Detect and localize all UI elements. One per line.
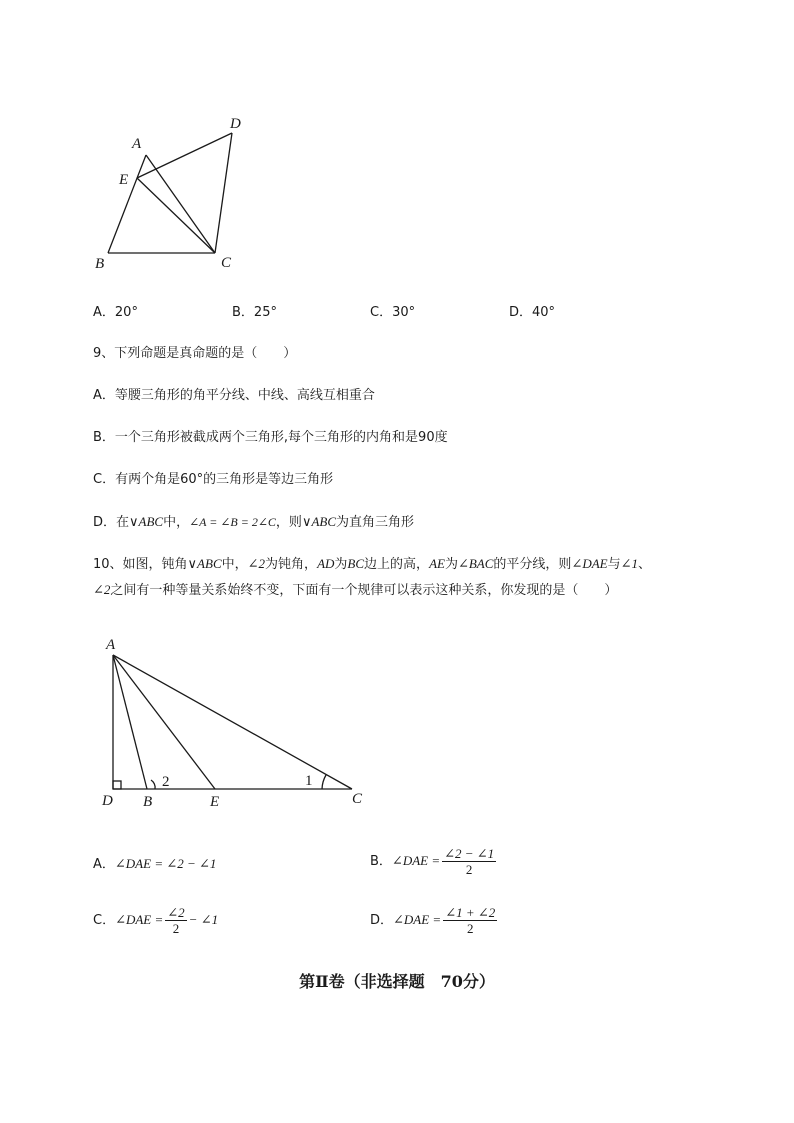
angle-2-symbol: ∠2 bbox=[93, 582, 111, 597]
segment-ec bbox=[137, 178, 215, 253]
segment-ae-symbol: AE bbox=[429, 556, 445, 571]
fraction-numerator: ∠2 − ∠1 bbox=[444, 846, 495, 861]
stem-text: 10、如图，钝角 bbox=[93, 557, 188, 572]
label-a: A bbox=[132, 136, 142, 152]
label-b: B bbox=[143, 794, 153, 810]
fraction-denominator: 2 bbox=[466, 921, 474, 936]
segment-bc-symbol: BC bbox=[347, 556, 365, 571]
q8-option-d[interactable] bbox=[509, 304, 555, 322]
stem-text: 之间有一种等量关系始终不变，下面有一个规律可以表示这种关系，你发现的是（ ） bbox=[110, 583, 618, 598]
q9-option-a[interactable]: A．等腰三角形的角平分线、中线、高线互相重合 bbox=[93, 388, 375, 403]
option-text: ，则 bbox=[275, 515, 302, 530]
option-letter: A． bbox=[93, 305, 115, 320]
label-d: D bbox=[230, 116, 241, 132]
label-a: A bbox=[106, 637, 116, 653]
label-b: B bbox=[95, 256, 105, 272]
label-d: D bbox=[102, 793, 113, 809]
option-tail: − ∠1 bbox=[188, 912, 219, 927]
angle-dae-symbol: ∠DAE bbox=[571, 556, 608, 571]
option-letter: D． bbox=[370, 913, 394, 928]
label-angle-1: 1 bbox=[305, 773, 313, 789]
option-letter: C． bbox=[370, 305, 393, 320]
triangle-symbol: ∨ABC bbox=[129, 514, 164, 529]
stem-text: 为 bbox=[444, 557, 458, 572]
angle-1-symbol: ∠1 bbox=[620, 556, 639, 571]
option-text: 为直角三角形 bbox=[336, 515, 415, 530]
label-c: C bbox=[352, 791, 363, 807]
segment-dc bbox=[215, 133, 232, 253]
segment-ad-symbol: AD bbox=[317, 556, 335, 571]
stem-text: 边上的高， bbox=[364, 557, 430, 572]
stem-text: 与 bbox=[607, 557, 621, 572]
stem-text: 为 bbox=[334, 557, 348, 572]
angle-bac-symbol: ∠BAC bbox=[457, 556, 494, 571]
stem-text: 、 bbox=[638, 557, 652, 572]
q8-option-b[interactable] bbox=[232, 304, 277, 322]
option-value: 20° bbox=[114, 305, 138, 320]
option-lhs: ∠DAE = bbox=[391, 853, 441, 868]
q9-option-c[interactable]: C．有两个角是60°的三角形是等边三角形 bbox=[93, 472, 334, 487]
q9-option-b[interactable]: B．一个三角形被截成两个三角形,每个三角形的内角和是90度 bbox=[93, 430, 448, 445]
triangle-symbol: ∨ABC bbox=[187, 556, 222, 571]
fraction bbox=[442, 846, 496, 877]
option-lhs: ∠DAE = bbox=[393, 912, 442, 927]
q10-option-b[interactable] bbox=[370, 846, 496, 877]
option-lhs: ∠DAE = bbox=[115, 912, 164, 927]
segment-ac bbox=[146, 155, 215, 253]
label-angle-2: 2 bbox=[162, 774, 170, 790]
fraction-denominator: 2 bbox=[465, 862, 473, 877]
label-c: C bbox=[221, 255, 232, 271]
option-value: 40° bbox=[532, 305, 556, 320]
q9-stem: 9、下列命题是真命题的是（ ） bbox=[93, 346, 297, 361]
figure-triangles-abcde bbox=[0, 0, 794, 290]
section-title: 第Ⅱ卷（非选择题 70分） bbox=[299, 972, 495, 991]
option-text: D．在 bbox=[93, 515, 130, 530]
segment-ae bbox=[113, 655, 215, 789]
stem-text: 中， bbox=[221, 557, 248, 572]
angle-2-symbol: ∠2 bbox=[247, 556, 266, 571]
q10-option-c[interactable] bbox=[93, 905, 218, 936]
q10-stem-line2 bbox=[93, 581, 617, 600]
label-e: E bbox=[119, 172, 129, 188]
q9-option-d[interactable] bbox=[93, 513, 414, 532]
angle-1-arc bbox=[322, 775, 326, 789]
option-letter: A． bbox=[93, 857, 115, 872]
segment-ed bbox=[137, 133, 232, 178]
q10-stem-line1 bbox=[93, 555, 651, 574]
angle-equation: ∠A = ∠B = 2∠C bbox=[189, 515, 276, 529]
option-letter: C． bbox=[93, 913, 116, 928]
segment-ab bbox=[108, 155, 146, 253]
option-letter: D． bbox=[509, 305, 533, 320]
stem-text: 为钝角， bbox=[265, 557, 318, 572]
stem-text: 的平分线，则 bbox=[493, 557, 572, 572]
fraction bbox=[443, 905, 497, 936]
label-e: E bbox=[210, 794, 220, 810]
fraction-numerator: ∠1 + ∠2 bbox=[445, 905, 496, 920]
q8-option-c[interactable] bbox=[370, 304, 415, 322]
option-value: 30° bbox=[392, 305, 416, 320]
q8-option-a[interactable] bbox=[93, 304, 138, 322]
q10-option-d[interactable] bbox=[370, 905, 497, 936]
fraction-denominator: 2 bbox=[172, 921, 180, 936]
right-angle-marker bbox=[113, 781, 121, 789]
fraction bbox=[165, 905, 186, 936]
triangle-symbol: ∨ABC bbox=[301, 514, 337, 529]
q10-option-a[interactable] bbox=[93, 855, 216, 874]
option-letter: B． bbox=[370, 854, 392, 869]
option-value: 25° bbox=[253, 305, 277, 320]
option-text: 中， bbox=[163, 515, 190, 530]
segment-ab bbox=[113, 655, 147, 789]
segment-ac bbox=[113, 655, 352, 789]
fraction-numerator: ∠2 bbox=[167, 905, 185, 920]
angle-2-arc bbox=[151, 780, 155, 789]
option-letter: B． bbox=[232, 305, 254, 320]
figure-triangle-adc bbox=[0, 630, 794, 815]
option-expression: ∠DAE = ∠2 − ∠1 bbox=[114, 856, 217, 871]
